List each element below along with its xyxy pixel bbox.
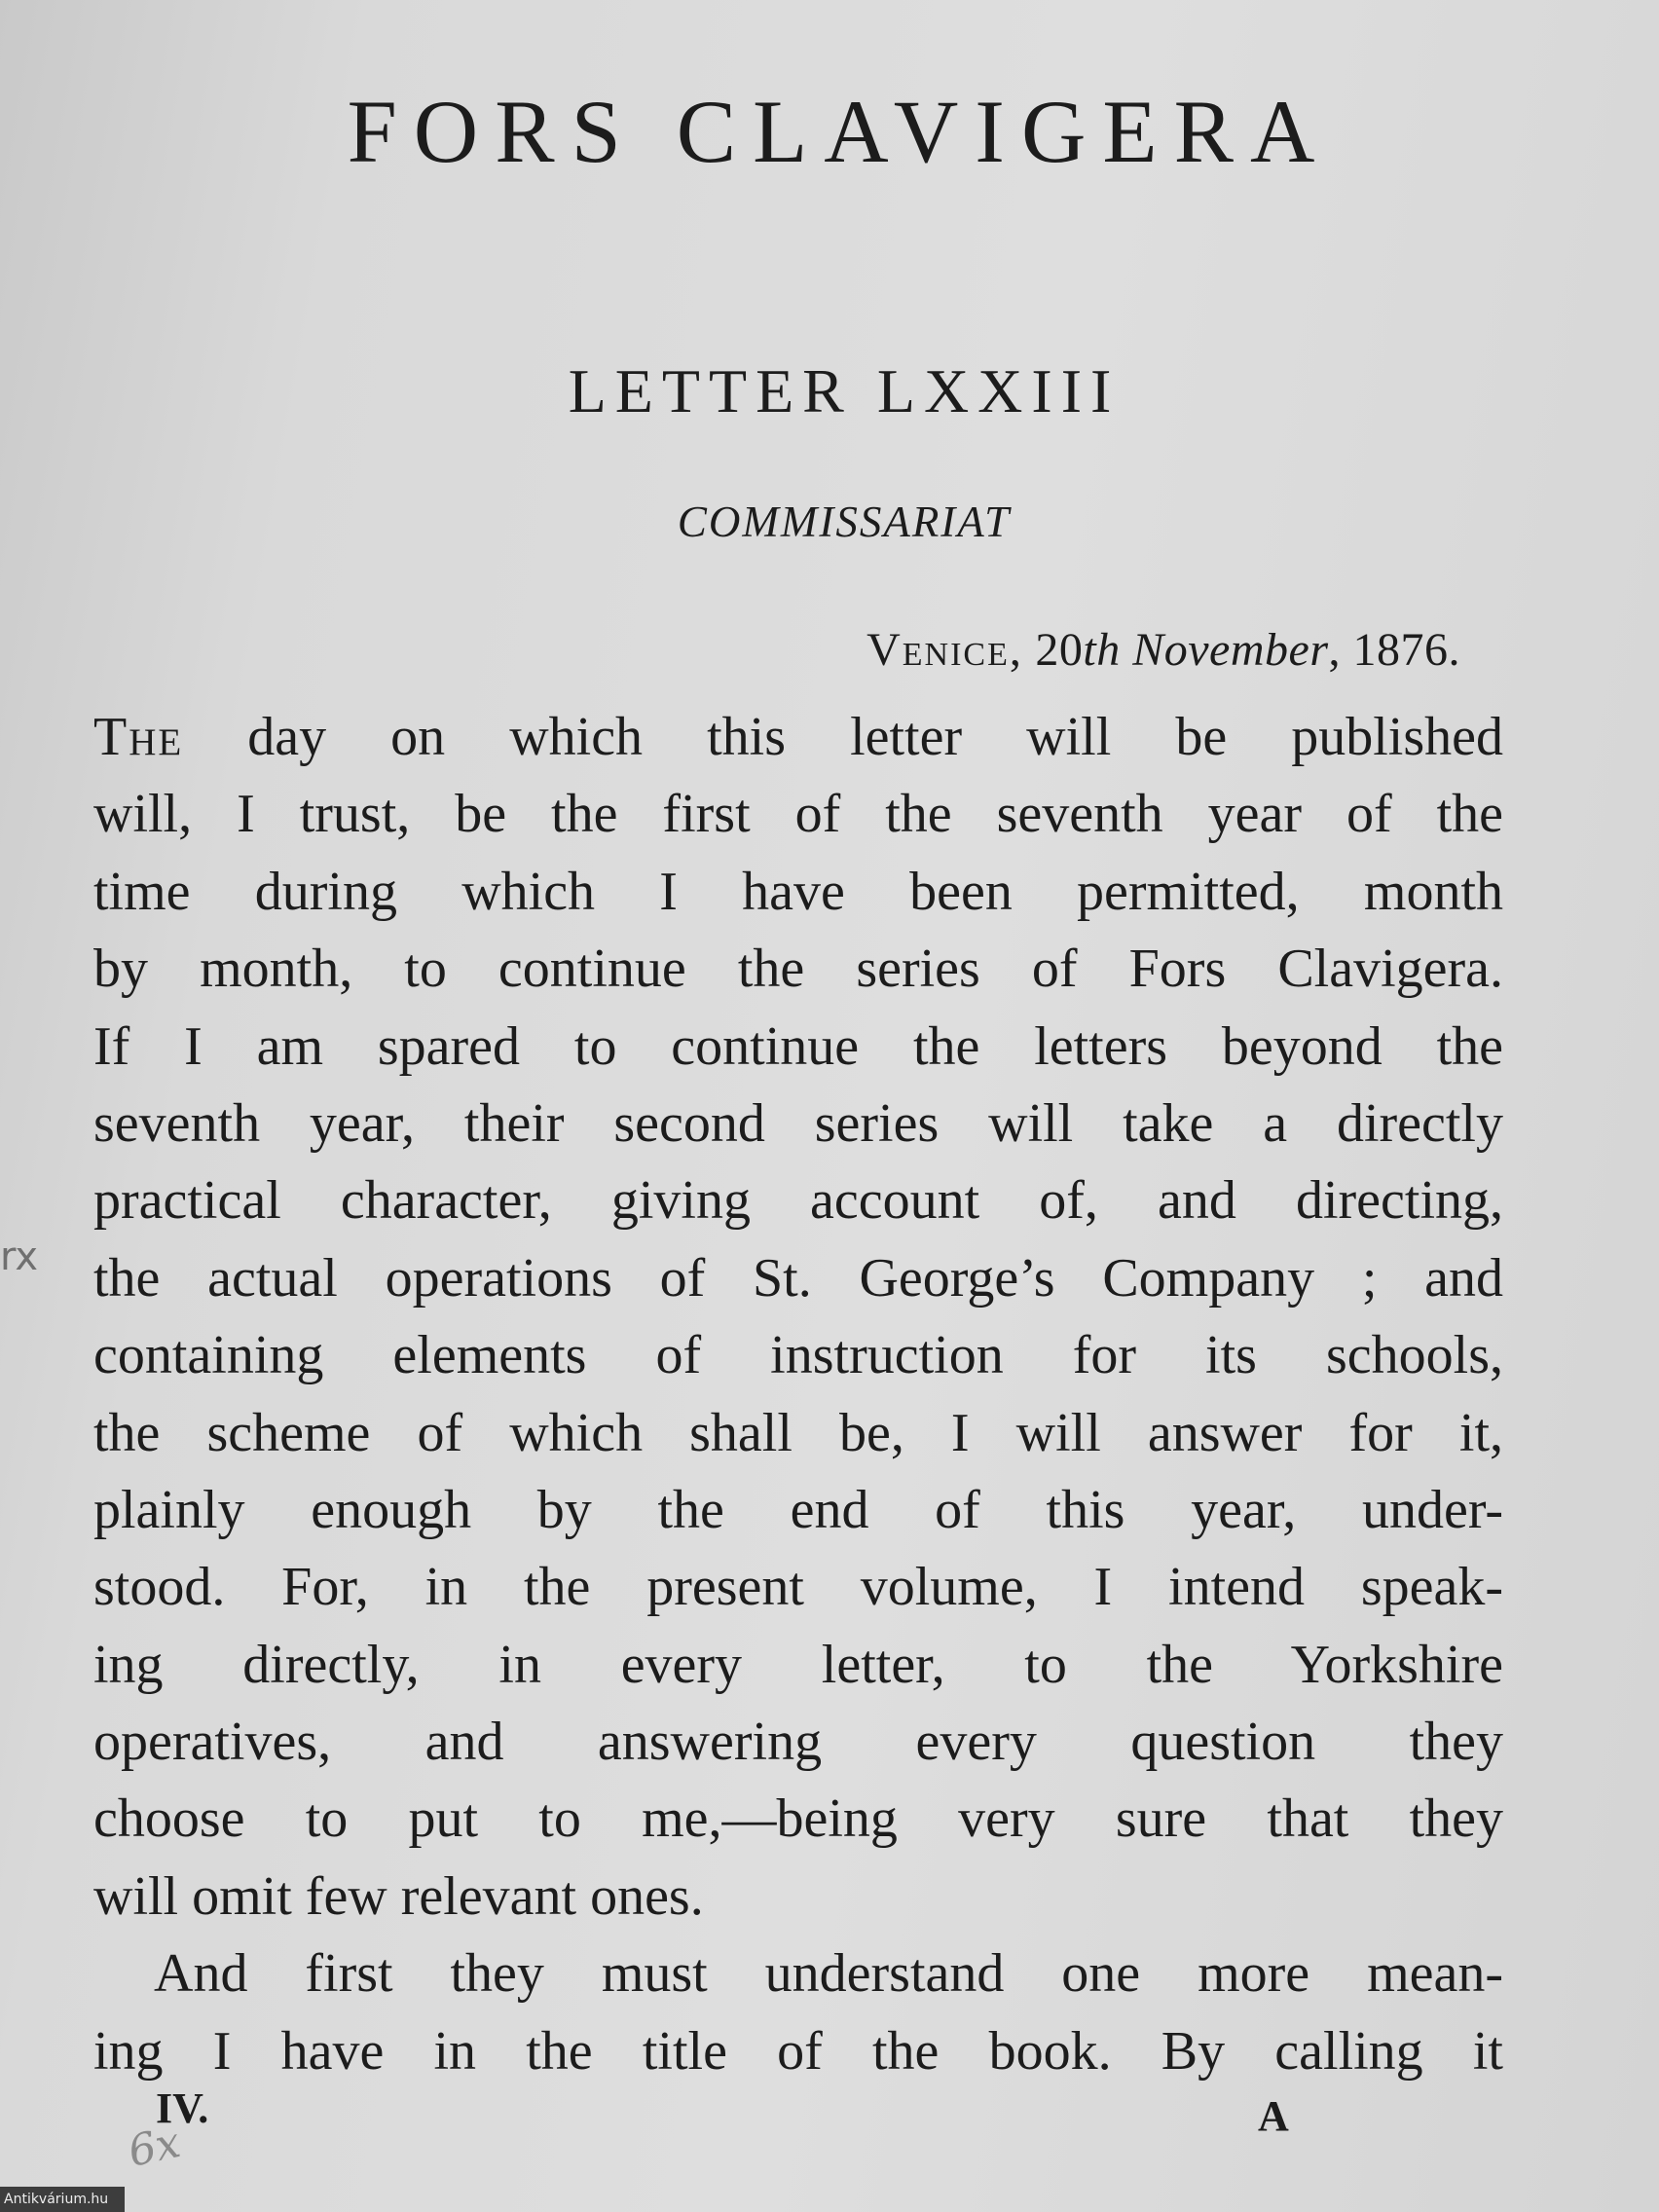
bottom-pencil-mark: 6x — [124, 2118, 185, 2177]
body-line: stood. For, in the present volume, I intend speak- — [93, 1557, 1503, 1618]
gathering-signature: A — [1258, 2092, 1289, 2140]
body-line: containing elements of instruction for its schools, — [93, 1325, 1503, 1386]
margin-pencil-mark: rx — [0, 1235, 39, 1279]
body-line: ing directly, in every letter, to the Yorkshire — [93, 1634, 1503, 1695]
book-title: FORS CLAVIGERA — [347, 82, 1332, 181]
opening-word: The — [93, 707, 184, 767]
dateline-year: , 1876. — [1328, 624, 1460, 676]
body-line: by month, to continue the series of Fors Clavigera. — [93, 939, 1503, 1000]
letter-subtitle: COMMISSARIAT — [677, 498, 1012, 546]
letter-body — [93, 699, 1503, 2090]
volume-signature: IV. — [156, 2084, 209, 2132]
body-line: ing I have in the title of the book. By calling it — [93, 2020, 1503, 2082]
body-line: practical character, giving account of, and directing, — [93, 1170, 1503, 1232]
dateline — [866, 623, 1460, 677]
body-line: the actual operations of St. George’s Company ; and — [93, 1247, 1503, 1309]
body-line: If I am spared to continue the letters beyond the — [93, 1015, 1503, 1077]
body-line: seventh year, their second series will take a directly — [93, 1092, 1503, 1154]
body-line: will omit few relevant ones. — [93, 1865, 704, 1927]
body-line: time during which I have been permitted, month — [93, 861, 1503, 922]
letter-title: LETTER LXXIII — [568, 356, 1121, 425]
body-line: The day on which this letter will be published — [93, 707, 1503, 767]
dateline-day: 20 — [1035, 624, 1084, 676]
dateline-month: November — [1132, 624, 1329, 676]
dateline-day-suffix: th — [1083, 624, 1121, 676]
body-line: choose to put to me,—being very sure that they — [93, 1788, 1503, 1850]
dateline-place: Venice, — [866, 624, 1023, 676]
body-line: will, I trust, be the first of the seventh year of the — [93, 784, 1503, 845]
watermark: Antikvárium.hu — [0, 2187, 125, 2212]
body-line: And first they must understand one more mean- — [154, 1943, 1503, 2005]
body-line: operatives, and answering every question they — [93, 1712, 1503, 1773]
body-line: the scheme of which shall be, I will answer for it, — [93, 1402, 1503, 1463]
body-line: plainly enough by the end of this year, under- — [93, 1479, 1503, 1540]
